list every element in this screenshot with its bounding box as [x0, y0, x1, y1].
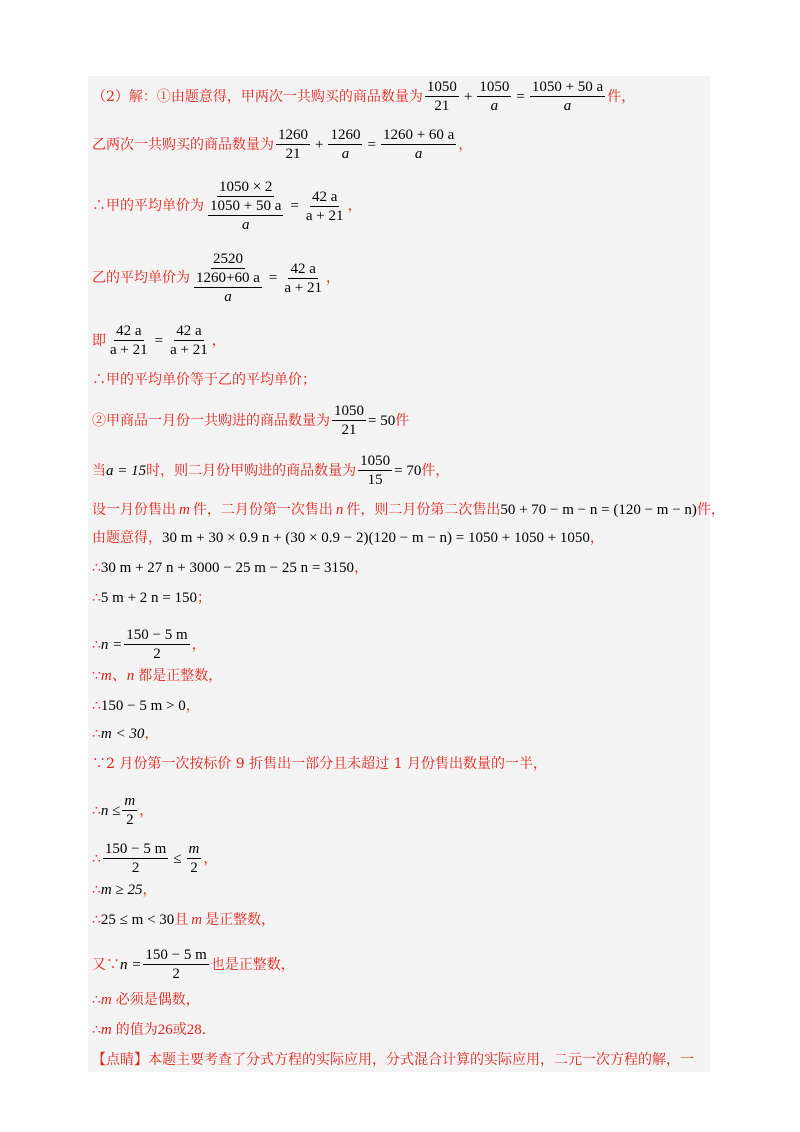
fraction: $\frac{1050 + 50 a}{a}$	[531, 79, 604, 114]
compound-fraction: $\frac{2520}{\frac{1260+60 a}{a}}$	[196, 251, 260, 305]
solution-line-17: ∵2 月份第一次按标价 9 折售出一部分且未超过 1 月份售出数量的一半，	[92, 756, 547, 772]
fraction: $\frac{1260 + 60 a}{a}$	[382, 127, 455, 162]
fraction: $\frac{1260}{a}$	[330, 127, 361, 162]
solution-line-9: 设一月份售出 m 件，二月份第一次售出 n 件，则二月份第二次售出 50 + 70 − m − n = (120 − m − n) 件，	[92, 502, 725, 518]
fraction: $\frac{42 a}{a + 21}$	[170, 323, 208, 358]
fraction: $\frac{42 a}{a + 21}$	[305, 188, 344, 224]
fraction: $\frac{1260}{21}$	[278, 127, 308, 162]
solution-line-14: ∵ m、n 都是正整数，	[92, 668, 223, 684]
compound-fraction: $\frac{1050 \times 2}{\frac{1050 + 50 a}{a}}$	[210, 179, 282, 233]
fraction: $\frac{150 - 5 m}{2}$	[126, 627, 188, 662]
solution-line-19: ∴ $\frac{150 - 5 m}{2}$ ≤ $\frac{m}{2}$ ，	[92, 841, 218, 876]
fraction: $\frac{150 - 5 m}{2}$	[104, 841, 167, 876]
fraction: $\frac{1050}{21}$	[334, 403, 364, 438]
solution-line-5: 即 $\frac{42 a}{a + 21}$ = $\frac{42 a}{a + 21}$ ，	[92, 323, 226, 358]
solution-line-22: 又∵ n = $\frac{150 - 5 m}{2}$ 也是正整数，	[92, 947, 295, 982]
fraction: $\frac{1050}{a}$	[479, 79, 510, 114]
solution-line-8: 当 a = 15 时，则二月份甲购进的商品数量为 $\frac{1050}{15}$ = 70 件，	[92, 453, 450, 488]
fraction: $\frac{m}{2}$	[188, 841, 200, 876]
solution-line-2: 乙两次一共购买的商品数量为 $\frac{1260}{21}$ + $\frac{1260}{a}$ = $\frac{1260 + 60 a}{a}$ ，	[92, 127, 473, 162]
fraction: $\frac{42 a}{a + 21}$	[110, 323, 148, 358]
text: （2）解：①由题意得，甲两次一共购买的商品数量为	[92, 88, 423, 105]
solution-line-20: ∴ m ≥ 25 ，	[92, 882, 157, 898]
fraction: $\frac{1050}{15}$	[360, 453, 391, 488]
solution-line-23: ∴ m 必须是偶数，	[92, 992, 200, 1008]
solution-line-21: ∴ 25 ≤ m < 30 且 m 是正整数，	[92, 912, 276, 928]
solution-line-24: ∴ m 的值为 26 或 28 .	[92, 1022, 207, 1038]
solution-line-11: ∴ 30 m + 27 n + 3000 − 25 m − 25 n = 3150 ，	[92, 560, 369, 576]
fraction: $\frac{m}{2}$	[124, 793, 136, 828]
solution-line-1: （2）解：①由题意得，甲两次一共购买的商品数量为 $\frac{1050}{21}$ + $\frac{1050}{a}$ = $\frac{1050 + 50 a}{a}$ 件，	[92, 79, 636, 114]
key-point-line: 【点睛】本题主要考查了分式方程的实际应用，分式混合计算的实际应用，二元一次方程的解，一	[92, 1052, 694, 1068]
solution-line-4: 乙的平均单价为 $\frac{2520}{\frac{1260+60 a}{a}}$ = $\frac{42 a}{a + 21}$ ，	[92, 251, 340, 305]
fraction: $\frac{42 a}{a + 21}$	[284, 260, 322, 296]
solution-line-7: ②甲商品一月份一共购进的商品数量为 $\frac{1050}{21}$ = 50 件	[92, 403, 410, 438]
solution-line-18: ∴ n ≤ $\frac{m}{2}$ ，	[92, 793, 154, 828]
solution-line-10: 由题意得， 30 m + 30 × 0.9 n + (30 × 0.9 − 2)(120 − m − n) = 1050 + 1050 + 1050 ，	[92, 530, 604, 546]
solution-line-16: ∴ m < 30 ，	[92, 726, 159, 742]
fraction: $\frac{1050}{21}$	[426, 79, 457, 114]
fraction: $\frac{150 - 5 m}{2}$	[145, 947, 207, 982]
solution-line-15: ∴ 150 − 5 m > 0 ，	[92, 698, 200, 714]
solution-line-6: ∴甲的平均单价等于乙的平均单价；	[92, 372, 316, 388]
solution-line-3: ∴甲的平均单价为 $\frac{1050 \times 2}{\frac{1050 + 50 a}{a}}$ = $\frac{42 a}{a + 21}$ ，	[92, 179, 362, 233]
solution-line-13: ∴ n = $\frac{150 - 5 m}{2}$ ，	[92, 627, 206, 662]
solution-line-12: ∴ 5 m + 2 n = 150 ；	[92, 590, 212, 606]
